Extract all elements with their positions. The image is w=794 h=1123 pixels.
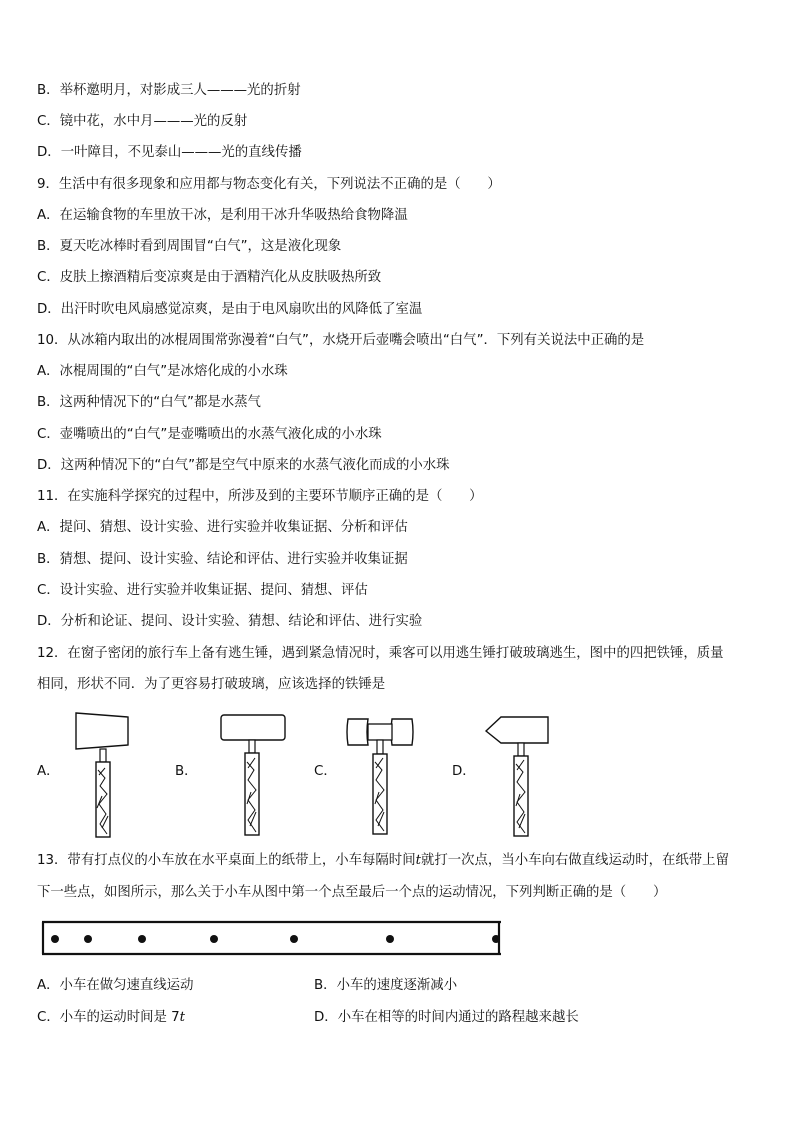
- q9-option-d: D．出汗时吹电风扇感觉凉爽，是由于电风扇吹出的风降低了室温: [37, 302, 423, 317]
- q13-option-a: A．小车在做匀速直线运动: [37, 978, 194, 993]
- tape-dot: [84, 935, 92, 943]
- q13-stem-line1: 13．带有打点仪的小车放在水平桌面上的纸带上，小车每隔时间t就打一次点，当小车向右做直线运动时，在纸带上留: [37, 853, 729, 868]
- q11-option-c: C．设计实验、进行实验并收集证据、提问、猜想、评估: [37, 583, 368, 598]
- tape-dot: [290, 935, 298, 943]
- q8-option-b: B．举杯邀明月，对影成三人———光的折射: [37, 83, 301, 98]
- q10-option-d: D．这两种情况下的“白气”都是空气中原来的水蒸气液化而成的小水珠: [37, 458, 450, 473]
- q8-option-c: C．镜中花，水中月———光的反射: [37, 114, 248, 129]
- q11-option-d: D．分析和论证、提问、设计实验、猜想、结论和评估、进行实验: [37, 614, 423, 629]
- q10-stem: 10．从冰箱内取出的冰棍周围常弥漫着“白气”，水烧开后壶嘴会喷出“白气”．下列有关说法中正确的是: [37, 333, 645, 348]
- tape-dot: [51, 935, 59, 943]
- q13-option-c: C．小车的运动时间是 7t: [37, 1010, 186, 1025]
- tape-dot: [210, 935, 218, 943]
- tape-dot: [492, 935, 500, 943]
- paper-tape-figure: [41, 920, 501, 956]
- q9-option-b: B．夏天吃冰棒时看到周围冒“白气”，这是液化现象: [37, 239, 342, 254]
- q10-option-a: A．冰棍周围的“白气”是冰熔化成的小水珠: [37, 364, 288, 379]
- hammer-a-figure: [72, 712, 142, 840]
- hammer-b-figure: [218, 712, 290, 840]
- q11-option-b: B．猜想、提问、设计实验、结论和评估、进行实验并收集证据: [37, 552, 408, 567]
- hammer-c-figure: [344, 712, 418, 840]
- q8-option-d: D．一叶障目，不见泰山———光的直线传播: [37, 145, 302, 160]
- q10-option-c: C．壶嘴喷出的“白气”是壶嘴喷出的水蒸气液化成的小水珠: [37, 427, 382, 442]
- q12-label-c: C．: [314, 764, 337, 779]
- q9-option-c: C．皮肤上擦酒精后变凉爽是由于酒精汽化从皮肤吸热所致: [37, 270, 382, 285]
- hammer-d-figure: [484, 712, 554, 840]
- q12-stem-line1: 12．在窗子密闭的旅行车上备有逃生锤，遇到紧急情况时，乘客可以用逃生锤打破玻璃逃生，图中的四把铁锤，质量: [37, 646, 724, 661]
- q11-stem: 11．在实施科学探究的过程中，所涉及到的主要环节顺序正确的是（ ）: [37, 489, 483, 504]
- q13-option-d: D．小车在相等的时间内通过的路程越来越长: [314, 1010, 579, 1025]
- q12-label-d: D．: [452, 764, 476, 779]
- tape-dot: [386, 935, 394, 943]
- q11-option-a: A．提问、猜想、设计实验、进行实验并收集证据、分析和评估: [37, 520, 408, 535]
- q10-option-b: B．这两种情况下的“白气”都是水蒸气: [37, 395, 261, 410]
- q13-option-b: B．小车的速度逐渐减小: [314, 978, 458, 993]
- tape-dot: [138, 935, 146, 943]
- q13-stem-line2: 下一些点，如图所示，那么关于小车从图中第一个点至最后一个点的运动情况，下列判断正确的是（ ）: [37, 885, 667, 900]
- q9-option-a: A．在运输食物的车里放干冰，是利用干冰升华吸热给食物降温: [37, 208, 408, 223]
- q9-stem: 9．生活中有很多现象和应用都与物态变化有关，下列说法不正确的是（ ）: [37, 177, 501, 192]
- q12-stem-line2: 相同，形状不同．为了更容易打破玻璃，应该选择的铁锤是: [37, 677, 386, 692]
- q12-label-b: B．: [175, 764, 198, 779]
- q12-label-a: A．: [37, 764, 60, 779]
